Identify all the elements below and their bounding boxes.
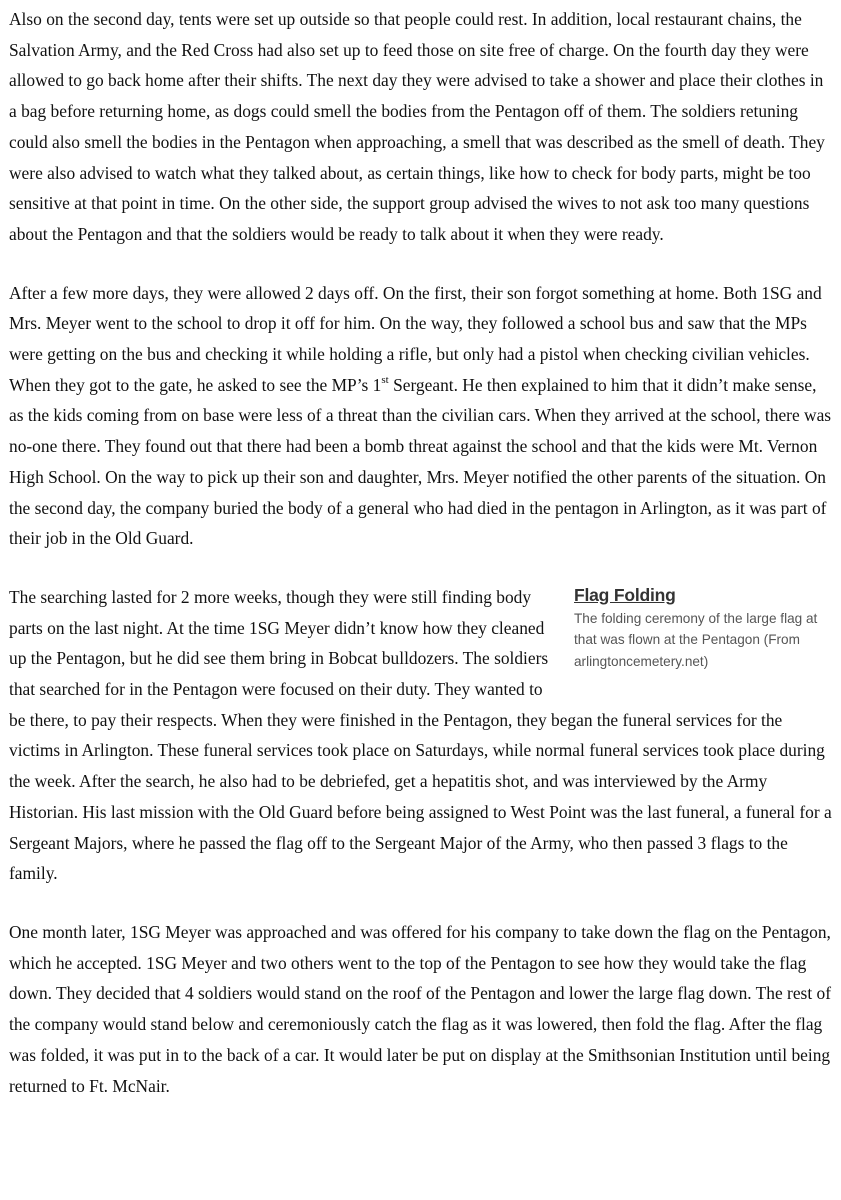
sidebar-title-link[interactable]: Flag Folding xyxy=(574,584,676,605)
sidebar-caption: The folding ceremony of the large flag at that was flown at the Pentagon (From arlingtoncemetery.net) xyxy=(574,610,818,669)
paragraph-1 xyxy=(9,4,833,250)
paragraph-text: Also on the second day, tents were set up outside so that people could rest. In addition, local restaurant chains, the Salvation Army, and the Red Cross had also set up to feed those on site free of charge. On the fourth day they were allowed to go back home after their shifts. The next day they were advised to take a shower and place their clothes in a bag before returning home, as dogs could smell the bodies from the Pentagon off of them. The soldiers retuning could also smell the bodies in the Pentagon when approaching, a smell that was described as the smell of death. They were also advised to watch what they talked about, as certain things, like how to check for body parts, might be too sensitive at that point in time. On the other side, the support group advised the wives to not ask too many questions about the Pentagon and that the soldiers would be ready to talk about it when they were ready. xyxy=(9,9,825,244)
paragraph-2 xyxy=(9,278,833,554)
paragraph-text: The searching lasted for 2 more weeks, though they were still finding body parts on the last night. At the time 1SG Meyer didn’t know how they cleaned up the Pentagon, but he did see them bring in Bobcat bulldozers. The soldiers that searched for in the Pentagon were focused on their duty. They wanted to be there, to pay their respects. When they were finished in the Pentagon, they began the funeral services for the victims in Arlington. These funeral services took place on Saturdays, while normal funeral services took place during the week. After the search, he also had to be debriefed, get a hepatitis shot, and was interviewed by the Army Historian. His last mission with the Old Guard before being assigned to West Point was the last funeral, a funeral for a Sergeant Majors, where he passed the flag off to the Sergeant Major of the Army, who then passed 3 flags to the family. xyxy=(9,586,832,884)
article-body xyxy=(9,4,833,1129)
flag-folding-sidebar xyxy=(574,583,841,673)
paragraph-text: One month later, 1SG Meyer was approached and was offered for his company to take down the flag on the Pentagon, which he accepted. 1SG Meyer and two others went to the top of the Pentagon to see how they would take the flag down. They decided that 4 soldiers would stand on the roof of the Pentagon and lower the large flag down. The rest of the company would stand below and ceremoniously catch the flag as it was lowered, then fold the flag. After the flag was folded, it was put in to the back of a car. It would later be put on display at the Smithsonian Institution until being returned to Ft. McNair. xyxy=(9,921,831,1096)
paragraph-text: After a few more days, they were allowed 2 days off. On the first, their son forgot something at home. Both 1SG and Mrs. Meyer went to the school to drop it off for him. On the way, they followed a school bus and saw that the MPs were getting on the bus and checking it while holding a rifle, but only had a pistol when checking civilian vehicles. When they got to the gate, he asked to see the MP’s 1 xyxy=(9,282,822,395)
paragraph-4 xyxy=(9,917,833,1101)
ordinal-superscript: st xyxy=(381,373,389,386)
paragraph-text: Sergeant. He then explained to him that it didn’t make sense, as the kids coming from on base were less of a threat than the civilian cars. When they arrived at the school, there was no-one there. They found out that there had been a bomb threat against the school and that the kids were Mt. Vernon High School. On the way to pick up their son and daughter, Mrs. Meyer notified the other parents of the situation. On the second day, the company buried the body of a general who had died in the pentagon in Arlington, as it was part of their job in the Old Guard. xyxy=(9,374,832,549)
